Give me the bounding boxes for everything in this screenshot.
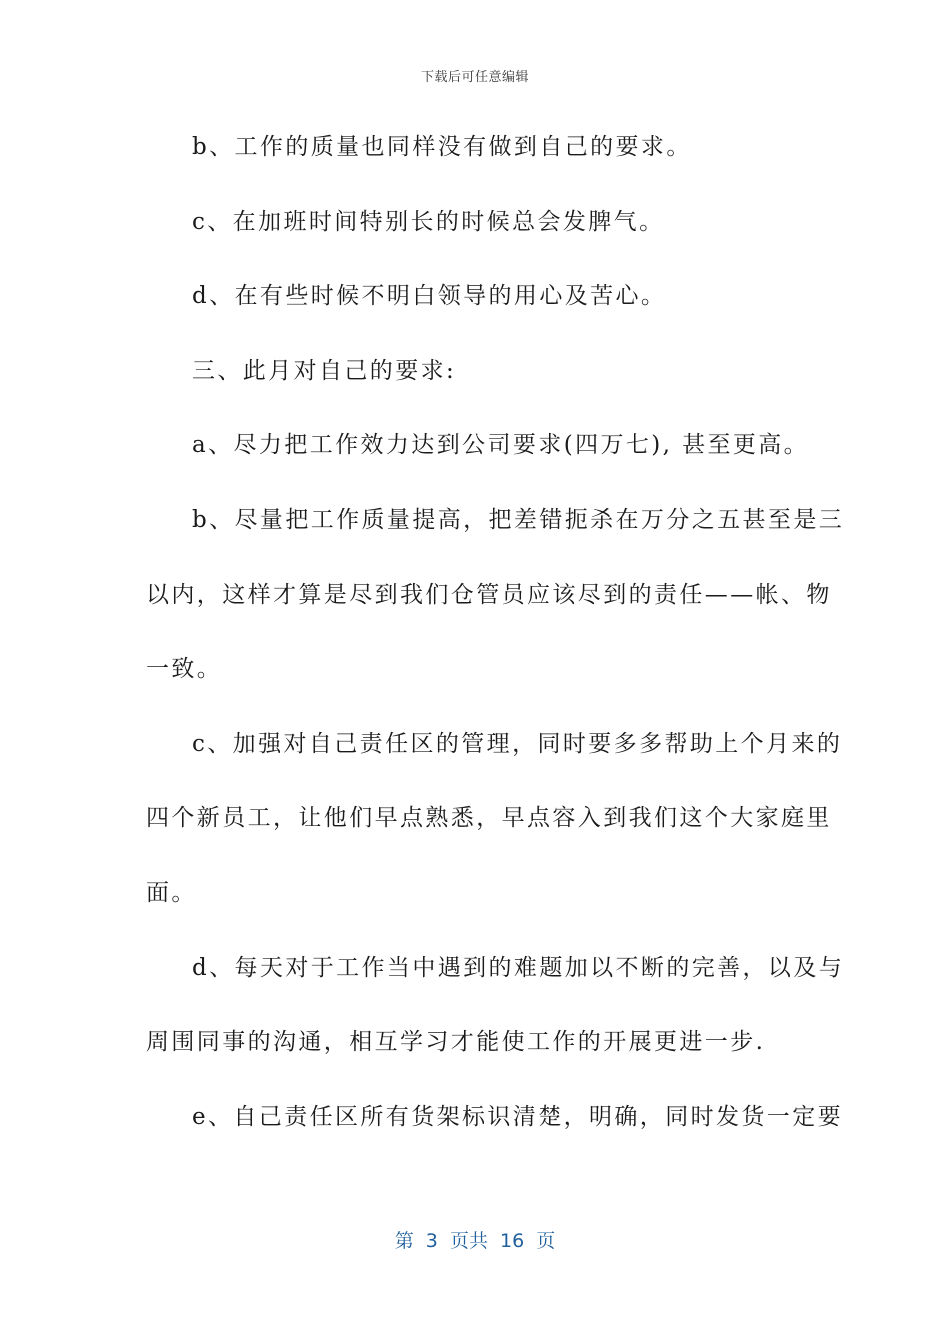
paragraph-line: 四个新员工，让他们早点熟悉，早点容入到我们这个大家庭里 <box>146 805 832 832</box>
paragraph-line: d、每天对于工作当中遇到的难题加以不断的完善，以及与 <box>192 954 845 981</box>
paragraph-line: d、在有些时候不明白领导的用心及苦心。 <box>192 283 667 310</box>
paragraph-line: 以内，这样才算是尽到我们仓管员应该尽到的责任——帐、物 <box>146 581 832 608</box>
document-body <box>146 128 845 1172</box>
paragraph-line: b、工作的质量也同样没有做到自己的要求。 <box>192 134 692 160</box>
paragraph-line: b、尽量把工作质量提高，把差错扼杀在万分之五甚至是三 <box>192 506 845 533</box>
paragraph-line: 面。 <box>146 879 197 906</box>
paragraph-line: e、自己责任区所有货架标识清楚，明确，同时发货一定要 <box>192 1103 844 1130</box>
paragraph-line: 周围同事的沟通，相互学习才能使工作的开展更进一步. <box>146 1029 766 1056</box>
paragraph-line: c、在加班时间特别长的时候总会发脾气。 <box>192 208 665 235</box>
paragraph-line: c、加强对自己责任区的管理，同时要多多帮助上个月来的 <box>192 730 843 757</box>
page-number-footer: 第 3 页共 16 页 <box>394 1230 556 1252</box>
paragraph-line: a、尽力把工作效力达到公司要求(四万七), 甚至更高。 <box>192 432 810 459</box>
paragraph-line: 一致。 <box>146 656 223 683</box>
section-heading: 三、此月对自己的要求: <box>192 357 457 384</box>
header-note: 下载后可任意编辑 <box>420 70 529 85</box>
